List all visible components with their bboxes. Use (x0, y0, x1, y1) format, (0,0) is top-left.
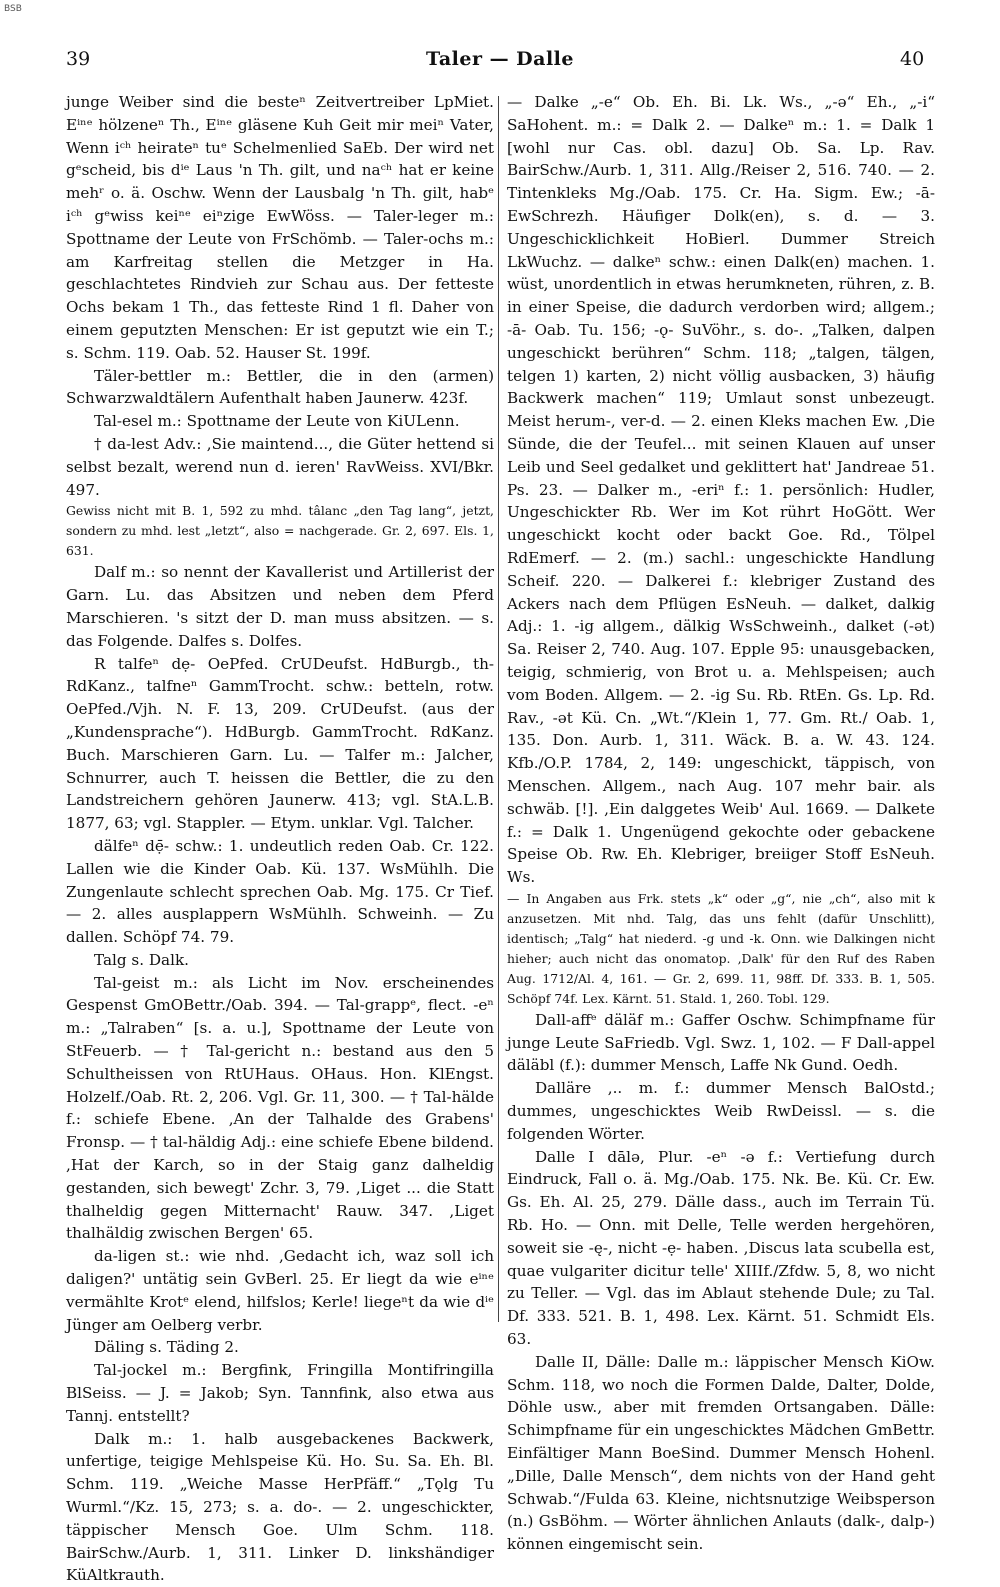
entry-dalle-1: Dalle I dālə, Plur. -eⁿ -ə f.: Vertiefung durch Eindruck, Fall o. ä. Mg./Oab. 175. Nk. Be. Kü. Cr. Ew. Gs. Eh. Al. 25, 279. Dälle dass., auch im Terrain Tü. Rb. Ho. — Onn. mit Delle, Telle werden hergehören, soweit sie -ę-, nicht -ẹ- haben. ,Discus lata scubella est, quae vulgariter dicitur telle' XIIIf./Zfdw. 5, 8, wo nicht zu Teller. — Vgl. das im Ablaut stehende Dule; zu Tal. Df. 333. 521. B. 1, 498. Lex. Kärnt. 51. Schmidt Els. 63. (507, 1147, 935, 1349)
entry-dalk-continuation: — Dalke „-e“ Ob. Eh. Bi. Lk. Ws., „-ə“ Eh., „-i“ SaHohent. m.: = Dalk 2. — Dalkeⁿ m.: 1. = Dalk 1 [wohl nur Cas. obl. dazu] Ob. Sa. Lp. Rav. BairSchw./Aurb. 1, 311. Allg./Reiser 2, 516. 740. — 2. Tintenkleks Mg./Oab. 175. Cr. Ha. Sigm. Ew.; -ā- EwSchrezh. Häufiger Dolk(en), s. d. — 3. Ungeschicklichkeit HoBierl. Dummer Streich LkWuchz. — dalkeⁿ schw.: einen Dalk(en) machen. 1. wüst, unordentlich in etwas herumkneten, rühren, z. B. in einer Speise, die dadurch verdorben wird; allgem.; -ā- Oab. Tu. 156; -ǫ- SuVöhr., s. do-. „Talken, dalpen ungeschickt berühren“ Schm. 118; „talgen, tälgen, telgen 1) karten, 2) nicht völlig ausbacken, 3) häufig Backwerk machen“ 119; Umlaut sonst unbezeugt. Meist herum-, ver-d. — 2. einen Kleks machen Ew. ,Die Sünde, die der Teufel... mit seinen Klauen auf unser Leib und Seel gedalket und geklittert hat' Jandreae 51. Ps. 23. — Dalker m., -eriⁿ f.: 1. persönlich: Hudler, Ungeschickter Rb. Wer im Kot rührt HoGött. Wer ungeschickt kocht oder backt Goe. Rd., Tölpel RdEmerf. — 2. (m.) sachl.: ungeschickte Handlung Scheif. 220. — Dalkerei f.: klebriger Zustand des Ackers nach dem Pflügen EsNeuh. — dalket, dalkig Adj.: 1. -ig allgem., dälkig WsSchweinh., dalket (-ət) Sa. Reiser 2, 740. Aug. 107. Epple 95: unausgebacken, teigig, schmierig, von Brot u. a. Mehlspeisen; auch vom Boden. Allgem. — 2. -ig Su. Rb. RtEn. Gs. Lp. Rd. Rav., -ət Kü. Cn. „Wt.“/Klein 1, 77. Gm. Rt./ Oab. 1, 135. Don. Aurb. 1, 311. Wäck. B. a. W. 43. 124. Kfb./O.P. 1784, 2, 149: ungeschickt, täppisch, von Menschen. Allgem., nach Aug. 107 mehr bair. als schwäb. [!]. ,Ein dalggetes Weib' Aul. 1669. — Dalkete f.: = Dalk 1. Ungenügend gekochte oder gebackene Speise Ob. Rw. Eh. Klebriger, breiiger Stoff EsNeuh. Ws. (507, 93, 935, 887)
running-title: Taler — Dalle (426, 48, 574, 70)
note-dalk: — In Angaben aus Frk. stets „k“ oder „g“, nie „ch“, also mit k anzusetzen. Mit nhd. Talg, das uns fehlt (dafür Unschlitt), identisch; „Talg“ hat niederd. -g und -k. Onn. wie Dalkingen nicht hieher; auch nicht das onomatop. ,Dalk' für den Ruf des Raben Aug. 1712/Al. 4, 161. — Gr. 2, 699. 11, 98ff. Df. 333. B. 1, 505. Schöpf 74f. Lex. Kärnt. 51. Stald. 1, 260. Tobl. 129. (507, 890, 935, 1006)
entry-talg: Talg s. Dalk. (94, 950, 189, 969)
right-column (507, 91, 935, 1554)
page-number-right: 40 (900, 48, 925, 70)
library-stamp: BSB (4, 4, 22, 14)
entry-daelfen: dälfeⁿ dẹ̄- schw.: 1. undeutlich reden Oab. Cr. 122. Lallen wie die Kinder Oab. Kü. 137. WsMühlh. Die Zungenlaute schlecht sprechen Oab. Mg. 175. Cr Tief. — 2. alles ausplappern WsMühlh. Schweinh. — Zu dallen. Schöpf 74. 79. (66, 836, 494, 947)
entry-dall-affe: Dall-affᵉ däläf m.: Gaffer Oschw. Schimpfname für junge Leute SaFriedb. Vgl. Swz. 1, 102. — F Dall-appel däläbl (f.): dummer Mensch, Laffe Nk Gund. Oedh. (507, 1010, 935, 1075)
entry-dalk: Dalk m.: 1. halb ausgebackenes Backwerk, unfertige, teigige Mehlspeise Kü. Ho. Su. Sa. Eh. Bl. Schm. 119. „Weiche Masse HerPfäff.“ „Tǫlg Tu Wurml.“/Kz. 15, 273; s. a. do-. — 2. ungeschickter, täppischer Mensch Goe. Ulm Schm. 118. BairSchw./Aurb. 1, 311. Linker D. linkshändiger KüAltkrauth. (66, 1429, 494, 1585)
entry-dalle-2: Dalle II, Dälle: Dalle m.: läppischer Mensch KiOw. Schm. 118, wo noch die Formen Dalde, Dalter, Dolde, Döhle usw., aber mit fremden Ortsangaben. Dälle: Schimpfname für ein ungeschicktes Mädchen GmBettr. Einfältiger Mann BoeSind. Dummer Mensch Hohenl. „Dille, Dalle Mensch“, dem nichts von der Hand geht Schwab.“/Fulda 63. Kleine, nichtsnutzige Weibsperson (n.) GsBöhm. — Wörter ähnlichen Anlauts (dalk-, dalp-) können eingemischt sein. (507, 1352, 935, 1554)
entry-da-lest: † da-lest Adv.: ,Sie maintend..., die Güter hettend si selbst bezalt, werend nun d. ieren' RavWeiss. XVI/Bkr. 497. (66, 434, 494, 499)
entry-daeling: Däling s. Täding 2. (94, 1338, 239, 1357)
entry-tal-jockel: Tal-jockel m.: Bergfink, Fringilla Montifringilla BlSeiss. — J. = Jakob; Syn. Tannfink, also etwa aus Tannj. entstellt? (66, 1361, 494, 1425)
entry-dallaere: Dalläre ,.. m. f.: dummer Mensch BalOstd.; dummes, ungeschicktes Weib RwDeissl. — s. die folgenden Wörter. (507, 1079, 935, 1143)
column-divider (498, 96, 499, 1322)
left-column (66, 91, 494, 1585)
entry-talfen: R talfeⁿ dẹ- OePfed. CrUDeufst. HdBurgb., th- RdKanz., talfneⁿ GammTrocht. schw.: betteln, rotw. OePfed./Vjh. N. F. 13, 209. CrUDeufst. (aus der „Kundensprache“). HdBurgb. GammTrocht. RdKanz. Buch. Marschieren Garn. Lu. — Talfer m.: Jalcher, Schnurrer, auch T. heissen die Bettler, die zu den Landstreichern gehören Jaunerw. 413; vgl. StA.L.B. 1877, 63; vgl. Stappler. — Etym. unklar. Vgl. Talcher. (66, 654, 494, 833)
entry-taler-continuation: junge Weiber sind die besteⁿ Zeitvertreiber LpMiet. Eⁱⁿᵉ hölzeneⁿ Th., Eⁱⁿᵉ gläsene Kuh Geit mir meiⁿ Vater, Wenn iᶜʰ heirateⁿ tuᵉ Schelmenlied SaEb. Der wird net gᵉscheid, bis dⁱᵉ Laus 'n Th. gilt, und naᶜʰ hat er keine mehʳ o. ä. Oschw. Wenn der Lausbalg 'n Th. gilt, habᵉ iᶜʰ gᵉwiss keiⁿᵉ eiⁿzige EwWöss. — Taler-leger m.: Spottname der Leute von FrSchömb. — Taler-ochs m.: am Karfreitag stellen die Metzger in Ha. geschlachtetes Rindvieh zur Schau aus. Der fetteste Ochs bekam 1 Th., das fetteste Rind 1 fl. Daher von einem geputzten Menschen: Er ist geputzt wie ein T.; s. Schm. 119. Oab. 52. Hauser St. 199f. (66, 93, 494, 362)
entry-tal-geist: Tal-geist m.: als Licht im Nov. erscheinendes Gespenst GmOBettr./Oab. 394. — Tal-grappᵉ, flect. -eⁿ m.: „Talraben“ [s. a. u.], Spottname der Leute von StFeuerb. — † Tal-gericht n.: bestand aus den 5 Schultheissen von RtUHaus. OHaus. Hon. KlEngst. Holzelf./Oab. Rt. 2, 206. Vgl. Gr. 11, 300. — † Tal-hälde f.: schiefe Ebene. ,An der Talhalde des Grabens' Fronsp. — † tal-häldig Adj.: eine schiefe Ebene bildend. ,Hat der Karch, so in der Staig ganz dalheldig gestanden, sich bewegt' Zchr. 3, 79. ,Liget ... die Statt thalheldig gegen Mitternacht' Rauw. 347. ,Liget thalhäldig zwischen Bergen' 65. (66, 973, 494, 1243)
entry-dalf: Dalf m.: so nennt der Kavallerist und Artillerist der Garn. Lu. das Absitzen und neben dem Pferd Marschieren. 's sitzt der D. man muss absitzen. — s. das Folgende. Dalfes s. Dolfes. (66, 563, 494, 650)
entry-taeler-bettler: Täler-bettler m.: Bettler, die in den (armen) Schwarzwaldtälern Aufenthalt haben Jaunerw. 423f. (66, 366, 494, 408)
entry-da-ligen: da-ligen st.: wie nhd. ,Gedacht ich, waz soll ich daligen?' untätig sein GvBerl. 25. Er liegt da wie eⁱⁿᵉ vermählte Krotᵉ elend, hilfslos; Kerle! liegeⁿt da wie dⁱᵉ Jünger am Oelberg verbr. (66, 1247, 494, 1334)
page-number-left: 39 (66, 48, 91, 70)
note-da-lest: Gewiss nicht mit B. 1, 592 zu mhd. tâlanc „den Tag lang“, jetzt, sondern zu mhd. lest „letzt“, also = nachgerade. Gr. 2, 697. Els. 1, 631. (66, 503, 494, 559)
entry-tal-esel: Tal-esel m.: Spottname der Leute von KiULenn. (94, 412, 460, 431)
